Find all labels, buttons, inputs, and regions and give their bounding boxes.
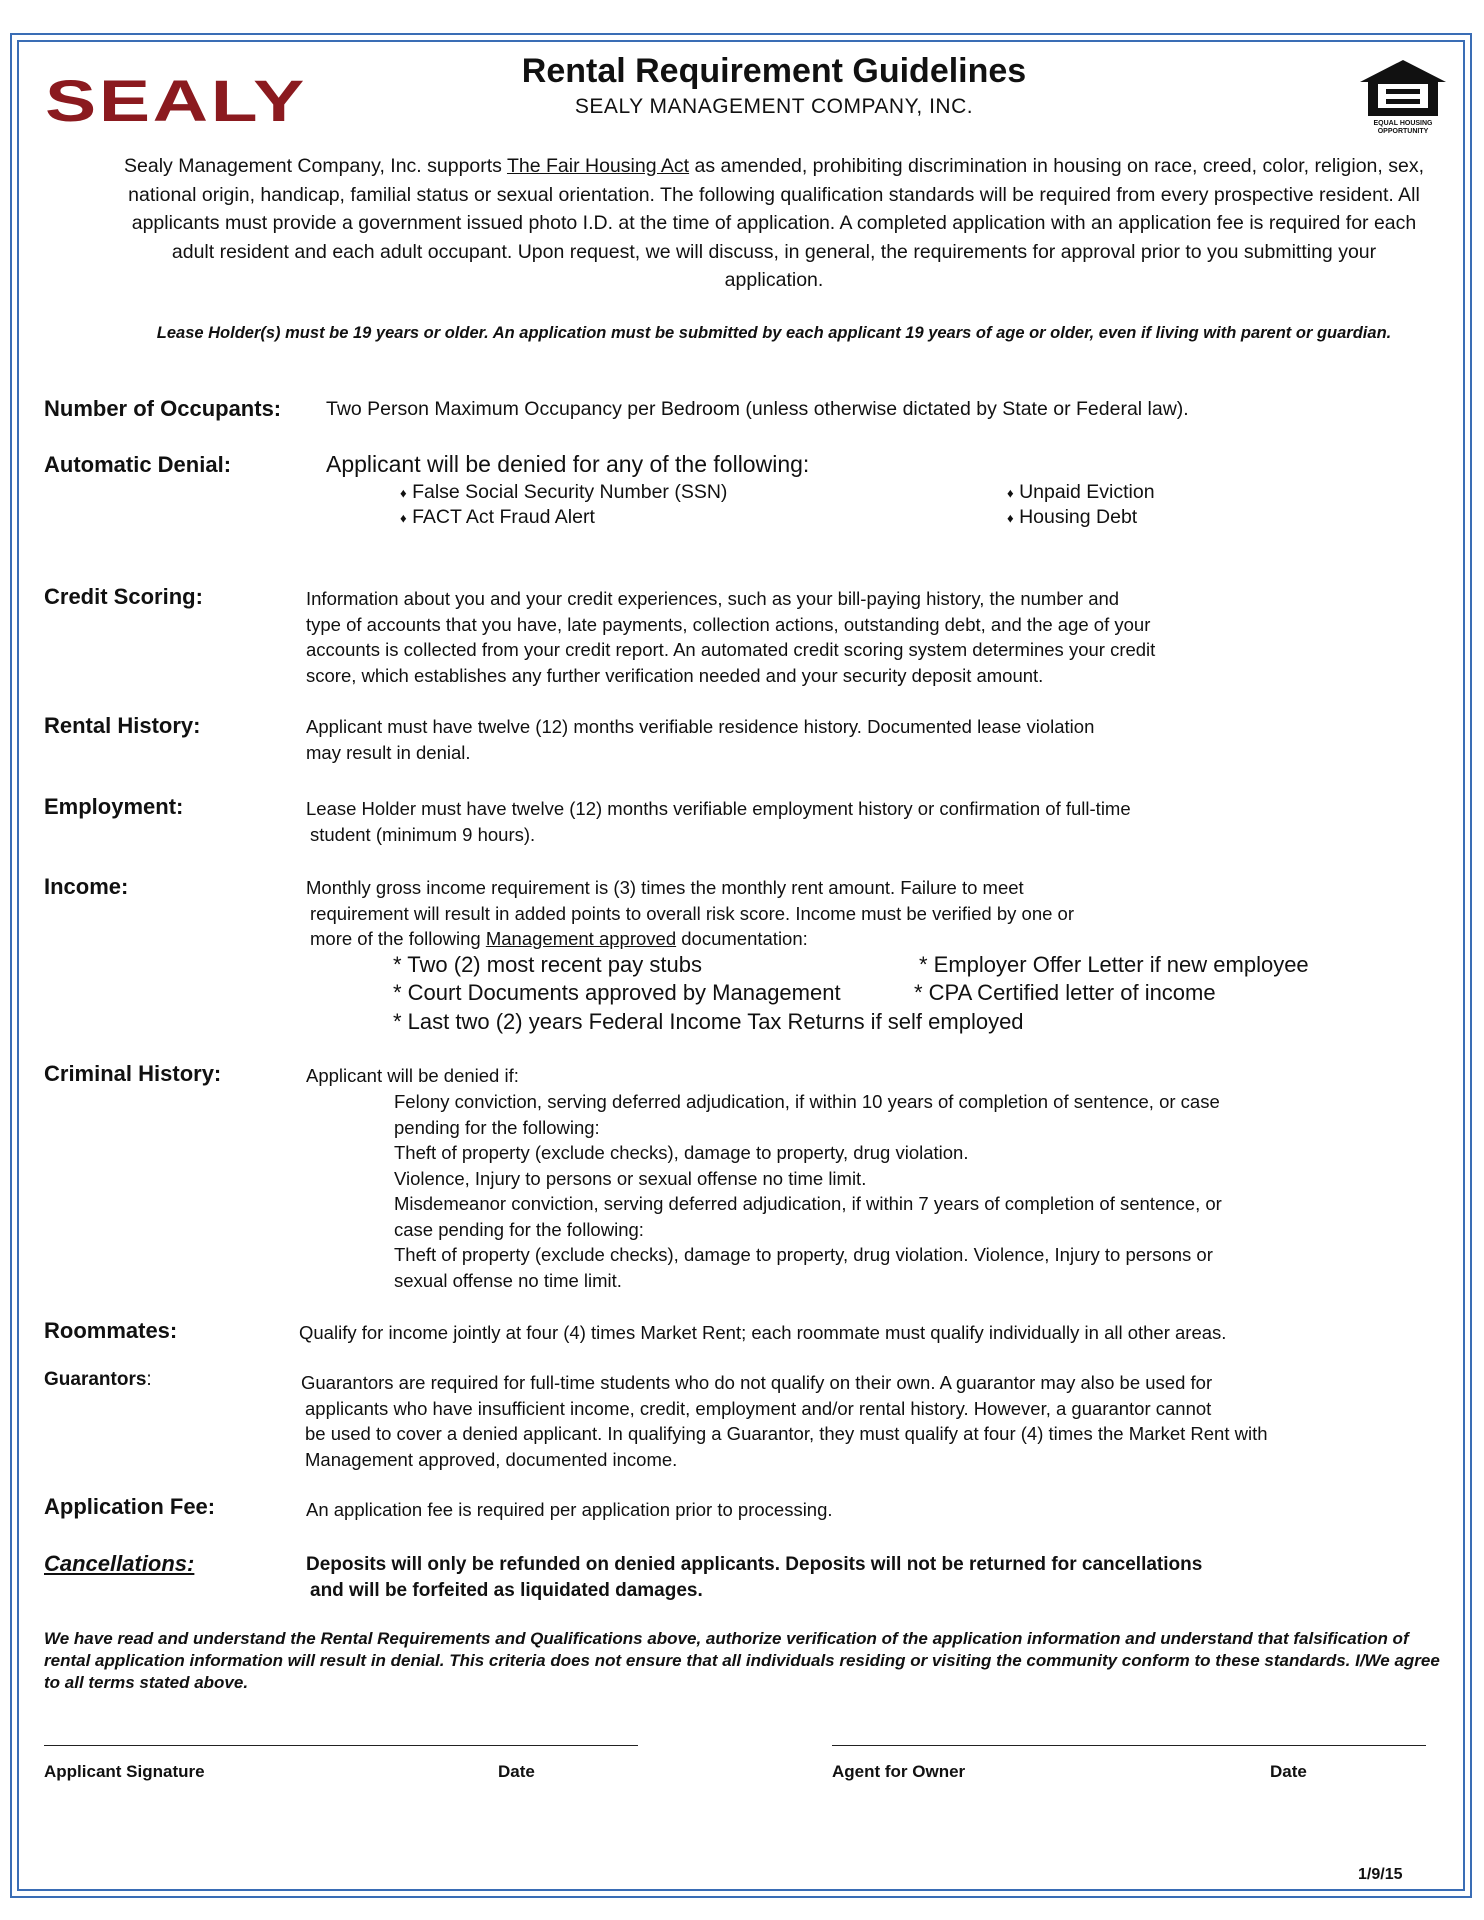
denial-item: ♦ Housing Debt <box>1007 506 1138 528</box>
age-requirement-note: Lease Holder(s) must be 19 years or older. An application must be submitted by each applicant 19 years of age or older, even if living with parent or guardian. <box>156 324 1392 342</box>
denial-item: ♦ FACT Act Fraud Alert <box>400 506 595 528</box>
guarantors-text: Guarantors are required for full-time students who do not qualify on their own. A guarantor may also be used for applicants who have insufficient income, credit, employment and/or rental history. However, a guarantor cannot be used to cover a denied applicant. In qualifying a Guarantor, they must qualify at four (4) times the Market Rent with Management approved, documented income. <box>301 1372 1268 1470</box>
fee-label: Application Fee: <box>44 1494 216 1519</box>
management-approved-text: Management approved <box>485 928 677 949</box>
eho-label-2: OPPORTUNITY <box>1377 128 1429 135</box>
intro-part-1: Sealy Management Company, Inc. supports <box>124 155 507 177</box>
denial-label: Automatic Denial: <box>44 452 232 477</box>
version-date: 1/9/15 <box>1358 1866 1403 1883</box>
acknowledgement-text: We have read and understand the Rental Requirements and Qualifications above, authorize verification of the application information and understand that falsification of rental application information will result in denial. This criteria does not ensure that all individuals residing or visiting the community conform to these standards. I/We agree to all terms stated above. <box>44 1629 1440 1692</box>
fee-text: An application fee is required per application prior to processing. <box>306 1499 833 1520</box>
rental-text: Applicant must have twelve (12) months verifiable residence history. Documented lease violation may result in denial. <box>306 716 1095 763</box>
intro-paragraph <box>120 152 1428 295</box>
guarantors-label: Guarantors: <box>44 1369 152 1390</box>
roommates-label: Roommates: <box>44 1318 178 1343</box>
bullet-icon: ♦ <box>1007 510 1014 526</box>
credit-label: Credit Scoring: <box>44 584 203 609</box>
equal-housing-logo <box>1358 58 1448 140</box>
rental-label: Rental History: <box>44 713 201 738</box>
agent-date-label: Date <box>1270 1762 1307 1781</box>
employment-text: Lease Holder must have twelve (12) months verifiable employment history or confirmation of full-time student (minimum 9 hours). <box>306 798 1131 845</box>
fair-housing-act-text: The Fair Housing Act <box>506 155 690 177</box>
denial-item: ♦ Unpaid Eviction <box>1007 481 1155 503</box>
house-icon <box>1358 58 1448 118</box>
page-title: Rental Requirement Guidelines <box>521 52 1027 90</box>
agent-signature-label: Agent for Owner <box>832 1762 966 1781</box>
bullet-icon: ♦ <box>400 485 407 501</box>
logo-text: SEALY <box>45 74 307 126</box>
applicant-date-label: Date <box>498 1762 535 1781</box>
employment-label: Employment: <box>44 794 184 819</box>
income-doc: * CPA Certified letter of income <box>914 980 1216 1005</box>
intro-part-2: as amended, prohibiting discrimination in housing on race, creed, color, religion, sex, national origin, handicap, familial status or sexual orientation. The following qualification standards will be required from every prospective resident. All applicants must provide a government issued photo I.D. at the time of application. A completed application with an application fee is required for each adult resident and each adult occupant. Upon request, we will discuss, in general, the requirements for approval prior to you submitting your application. <box>128 155 1424 291</box>
bullet-icon: ♦ <box>1007 485 1014 501</box>
income-doc: * Employer Offer Letter if new employee <box>919 952 1309 977</box>
cancellations-text: Deposits will only be refunded on denied applicants. Deposits will not be returned for cancellations and will be forfeited as liquidated damages. <box>306 1554 1203 1601</box>
credit-text: Information about you and your credit experiences, such as your bill-paying history, the number and type of accounts that you have, late payments, collection actions, outstanding debt, and the age of your accounts is collected from your credit report. An automated credit scoring system determines your credit score, which establishes any further verification needed and your security deposit amount. <box>306 588 1156 686</box>
denial-lead: Applicant will be denied for any of the following: <box>326 451 810 477</box>
criminal-lead: Applicant will be denied if: <box>306 1065 519 1086</box>
bullet-icon: ♦ <box>400 510 407 526</box>
income-doc: * Last two (2) years Federal Income Tax Returns if self employed <box>393 1009 1024 1034</box>
applicant-signature-label: Applicant Signature <box>44 1762 205 1781</box>
agent-signature-line[interactable] <box>832 1745 1426 1746</box>
applicant-signature-line[interactable] <box>44 1745 638 1746</box>
income-text: Monthly gross income requirement is (3) times the monthly rent amount. Failure to meet requirement will result in added points to overall risk score. Income must be verified by one or more of the following Management approved documentation: <box>306 877 1074 949</box>
cancellations-label: Cancellations: <box>44 1551 195 1576</box>
occupants-label: Number of Occupants: <box>44 396 282 421</box>
income-doc: * Court Documents approved by Management <box>393 980 841 1005</box>
roommates-text: Qualify for income jointly at four (4) times Market Rent; each roommate must qualify individually in all other areas. <box>299 1322 1227 1343</box>
company-name: SEALY MANAGEMENT COMPANY, INC. <box>574 95 974 118</box>
eho-label-1: EQUAL HOUSING <box>1373 120 1433 127</box>
denial-item: ♦ False Social Security Number (SSN) <box>400 481 728 503</box>
occupants-text: Two Person Maximum Occupancy per Bedroom (unless otherwise dictated by State or Federal law). <box>326 398 1189 420</box>
criminal-text: Felony conviction, serving deferred adjudication, if within 10 years of completion of sentence, or case pending for the following: Theft of property (exclude checks), damage to property, drug violation. Violence, Injury to persons or sexual offense no time limit. Misdemeanor conviction, serving deferred adjudication, if within 7 years of completion of sentence, or case pending for the following: Theft of property (exclude checks), damage to property, drug violation. Violence, Injury to persons or sexual offense no time limit. <box>394 1091 1222 1291</box>
income-doc: * Two (2) most recent pay stubs <box>393 952 702 977</box>
income-label: Income: <box>44 874 129 899</box>
criminal-label: Criminal History: <box>44 1061 222 1086</box>
